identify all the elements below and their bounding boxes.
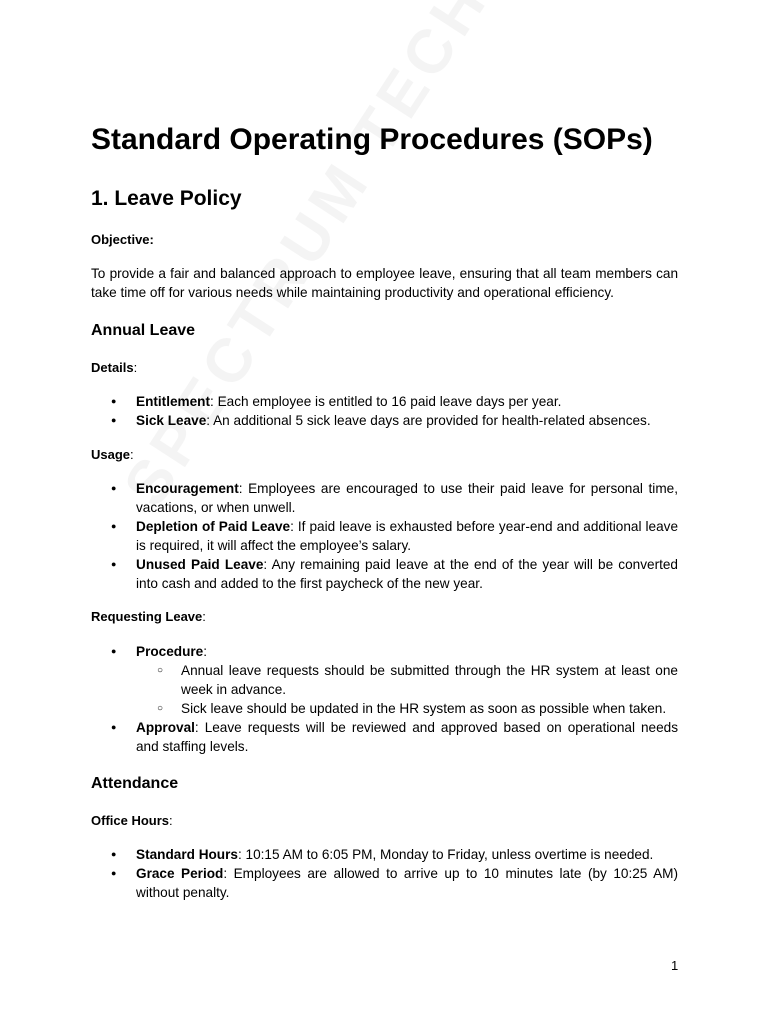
list-item-text: : Employees are encouraged to use their paid leave for personal time, vacations, or when unwell. xyxy=(136,481,678,515)
list-item xyxy=(91,411,678,430)
office-hours-label: Office Hours: xyxy=(91,813,173,828)
list-item-text: : An additional 5 sick leave days are provided for health-related absences. xyxy=(206,413,651,428)
list-item xyxy=(91,718,678,756)
annual-leave-heading: Annual Leave xyxy=(91,322,196,339)
list-item-term: Sick Leave xyxy=(136,413,207,428)
objective-label xyxy=(91,230,154,249)
usage-list xyxy=(91,479,678,593)
list-item xyxy=(91,864,678,902)
list-item xyxy=(91,517,678,555)
list-item xyxy=(91,479,678,517)
list-item-term: Encouragement xyxy=(136,481,239,496)
requesting-list xyxy=(91,642,678,756)
objective-label-text: Objective: xyxy=(91,232,154,247)
list-item-term: Standard Hours xyxy=(136,847,238,862)
requesting-leave-label-text: Requesting Leave xyxy=(91,609,203,624)
page-number: 1 xyxy=(671,958,679,973)
procedure-sublist xyxy=(136,661,678,718)
details-list xyxy=(91,392,678,430)
list-item xyxy=(91,555,678,593)
office-hours-label-text: Office Hours xyxy=(91,813,170,828)
list-item-term: Unused Paid Leave xyxy=(136,557,264,572)
list-item-term: Approval xyxy=(136,720,195,735)
list-item-text: : Leave requests will be reviewed and approved based on operational needs and staffing levels. xyxy=(136,720,678,754)
list-item-text: : 10:15 AM to 6:05 PM, Monday to Friday, unless overtime is needed. xyxy=(237,847,654,862)
sub-list-item: ○ Annual leave requests should be submitted through the HR system at least one week in advance. xyxy=(136,661,678,699)
attendance-heading: Attendance xyxy=(91,775,179,792)
details-label-text: Details xyxy=(91,360,134,375)
requesting-leave-label: Requesting Leave: xyxy=(91,609,206,624)
document-title: Standard Operating Procedures (SOPs) xyxy=(91,123,653,156)
list-item-term: Depletion of Paid Leave xyxy=(136,519,291,534)
list-item-text: : Each employee is entitled to 16 paid leave days per year. xyxy=(210,394,562,409)
list-item-term: Grace Period xyxy=(136,866,224,881)
details-label: Details: xyxy=(91,360,138,375)
watermark xyxy=(110,0,562,519)
list-item-term: Procedure xyxy=(136,644,204,659)
list-item-term: Entitlement xyxy=(136,394,211,409)
list-item-text: : Employees are allowed to arrive up to 10 minutes late (by 10:25 AM) without penalty. xyxy=(136,866,678,900)
objective-paragraph: To provide a fair and balanced approach to employee leave, ensuring that all team members can take time off for various needs while maintaining productivity and operational efficiency. xyxy=(91,266,678,300)
list-item-text: : Any remaining paid leave at the end of the year will be converted into cash and added to the first paycheck of the new year. xyxy=(136,557,678,591)
office-hours-list xyxy=(91,845,678,902)
list-item-text: : If paid leave is exhausted before year-end and additional leave is required, it will affect the employee’s salary. xyxy=(136,519,678,553)
list-item-text: : xyxy=(203,644,208,659)
list-item xyxy=(91,845,678,864)
section-heading-leave-policy: 1. Leave Policy xyxy=(91,187,242,210)
list-item xyxy=(91,642,678,718)
list-item xyxy=(91,392,678,411)
usage-label-text: Usage xyxy=(91,447,131,462)
sub-list-item: ○ Sick leave should be updated in the HR system as soon as possible when taken. xyxy=(136,699,678,718)
usage-label: Usage: xyxy=(91,447,134,462)
